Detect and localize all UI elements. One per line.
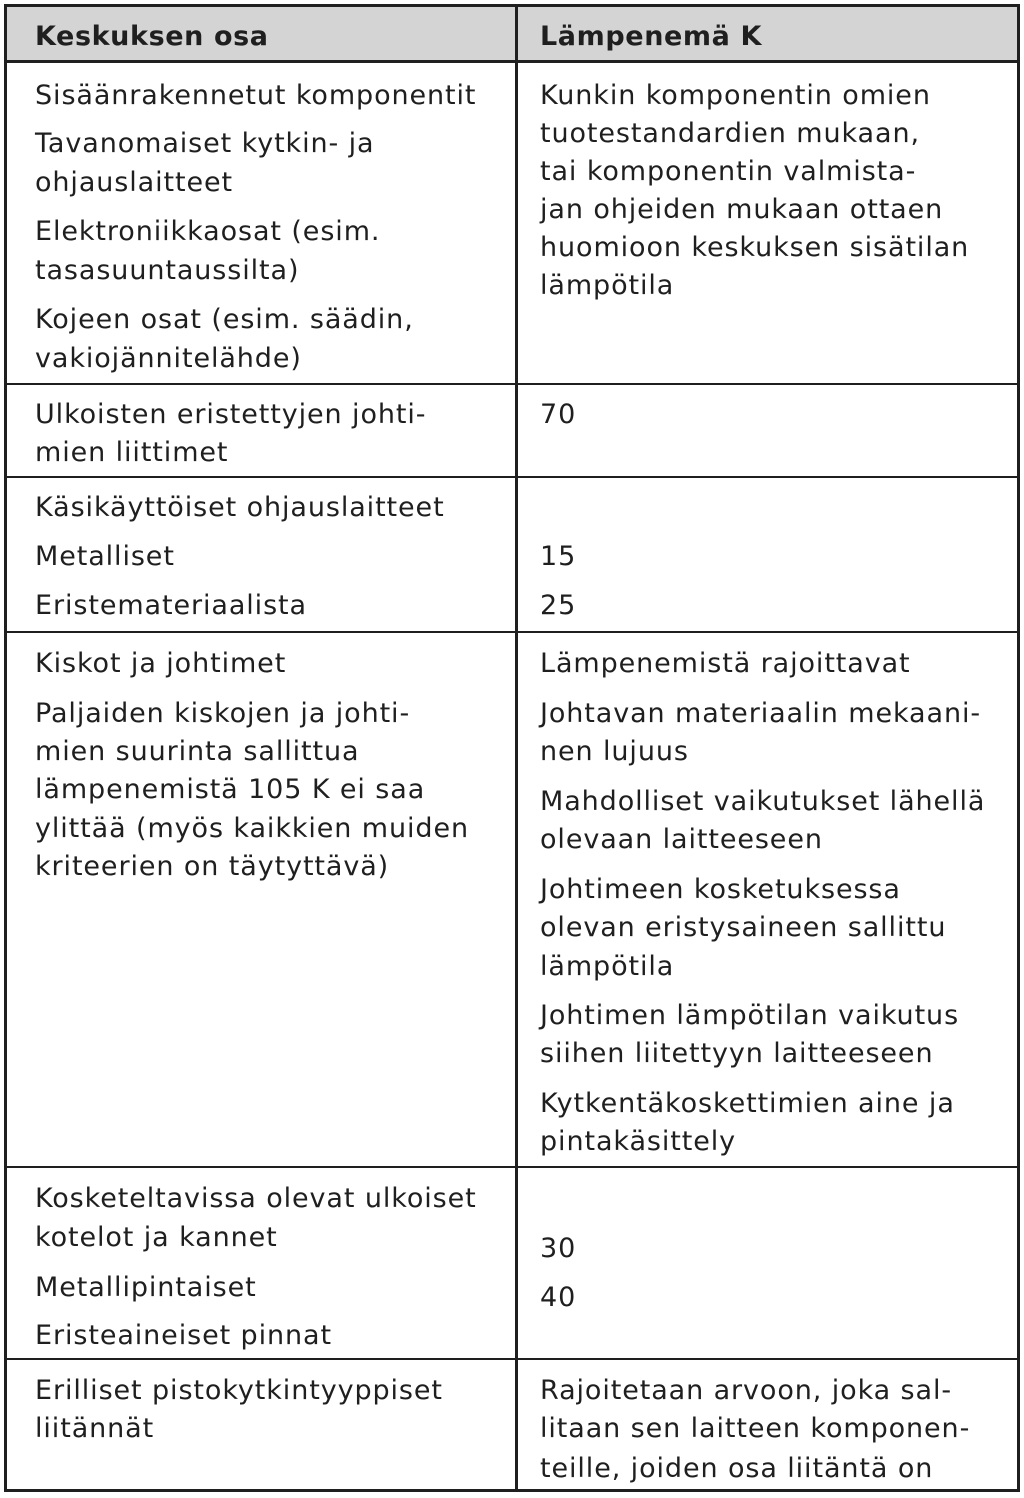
cell-line: Käsikäyttöiset ohjauslaitteet <box>35 492 445 523</box>
table-cell <box>35 385 505 478</box>
cell-line: Rajoitetaan arvoon, joka sal- <box>540 1375 953 1406</box>
cell-line: pintakäsittely <box>540 1126 737 1157</box>
cell-line: 70 <box>540 399 577 430</box>
cell-line: Ulkoisten eristettyjen johti- <box>35 399 427 430</box>
cell-line: Johtavan materiaalin mekaani- <box>540 698 982 729</box>
cell-line: ohjauslaitteet <box>35 167 233 198</box>
cell-line: olevan eristysaineen sallittu <box>540 912 947 943</box>
header-lampenema: Lämpenemä K <box>540 21 763 52</box>
cell-line: 25 <box>540 590 577 621</box>
cell-line: Metallipintaiset <box>35 1272 257 1303</box>
table-cell <box>540 385 1010 478</box>
cell-line: kotelot ja kannet <box>35 1222 278 1253</box>
cell-line: Paljaiden kiskojen ja johti- <box>35 698 411 729</box>
table-cell <box>35 478 505 633</box>
header-keskuksen-osa: Keskuksen osa <box>35 21 269 52</box>
table-cell <box>540 1360 1010 1489</box>
cell-line: Erilliset pistokytkintyyppiset <box>35 1375 443 1406</box>
table-cell <box>35 1360 505 1489</box>
cell-line: 30 <box>540 1233 577 1264</box>
cell-line: Tavanomaiset kytkin- ja <box>35 128 375 159</box>
cell-line: lämpötila <box>540 270 675 301</box>
cell-line: Mahdolliset vaikutukset lähellä <box>540 786 986 817</box>
table-row <box>7 385 1017 478</box>
table-cell <box>540 478 1010 633</box>
cell-line: 40 <box>540 1282 577 1313</box>
cell-line: lämpötila <box>540 951 675 982</box>
table-cell <box>35 633 505 1168</box>
cell-line: Kiskot ja johtimet <box>35 648 287 679</box>
table-row <box>7 1168 1017 1360</box>
cell-line: Elektroniikkaosat (esim. <box>35 216 381 247</box>
cell-line: mien liittimet <box>35 437 229 468</box>
table-row <box>7 633 1017 1168</box>
cell-line: Kosketeltavissa olevat ulkoiset <box>35 1183 477 1214</box>
table-cell <box>540 63 1010 385</box>
cell-line: Johtimen lämpötilan vaikutus <box>540 1000 960 1031</box>
cell-line: olevaan laitteeseen <box>540 824 823 855</box>
cell-line: Johtimeen kosketuksessa <box>540 874 901 905</box>
cell-line: tuotestandardien mukaan, <box>540 118 920 149</box>
table-row <box>7 478 1017 633</box>
cell-line: Eristemateriaalista <box>35 590 307 621</box>
cell-line: litaan sen laitteen komponen- <box>540 1413 971 1444</box>
column-divider <box>515 7 518 1489</box>
table-cell <box>540 1168 1010 1360</box>
table-cell <box>540 633 1010 1168</box>
cell-line: lämpenemistä 105 K ei saa <box>35 774 426 805</box>
table-row <box>7 1360 1017 1489</box>
cell-line: Eristeaineiset pinnat <box>35 1320 332 1351</box>
table-cell <box>35 1168 505 1360</box>
cell-line: Sisäänrakennetut komponentit <box>35 80 477 111</box>
cell-line: tai komponentin valmista- <box>540 156 917 187</box>
cell-line: teille, joiden osa liitäntä on <box>540 1453 934 1484</box>
cell-line: jan ohjeiden mukaan ottaen <box>540 194 944 225</box>
cell-line: 15 <box>540 541 577 572</box>
cell-line: Kytkentäkoskettimien aine ja <box>540 1088 955 1119</box>
cell-line: Kojeen osat (esim. säädin, <box>35 304 414 335</box>
cell-line: kriteerien on täytyttävä) <box>35 851 390 882</box>
cell-line: tasasuuntaussilta) <box>35 255 300 286</box>
cell-line: huomioon keskuksen sisätilan <box>540 232 970 263</box>
cell-line: Lämpenemistä rajoittavat <box>540 648 911 679</box>
cell-line: vakiojännitelähde) <box>35 343 302 374</box>
table-header-row <box>7 7 1017 63</box>
cell-line: Metalliset <box>35 541 175 572</box>
table-cell <box>35 63 505 385</box>
cell-line: siihen liitettyyn laitteeseen <box>540 1038 934 1069</box>
cell-line: nen lujuus <box>540 736 689 767</box>
table-row <box>7 63 1017 385</box>
cell-line: ylittää (myös kaikkien muiden <box>35 813 469 844</box>
temperature-rise-table <box>4 4 1020 1492</box>
cell-line: Kunkin komponentin omien <box>540 80 931 111</box>
cell-line: mien suurinta sallittua <box>35 736 360 767</box>
cell-line: liitännät <box>35 1413 155 1444</box>
